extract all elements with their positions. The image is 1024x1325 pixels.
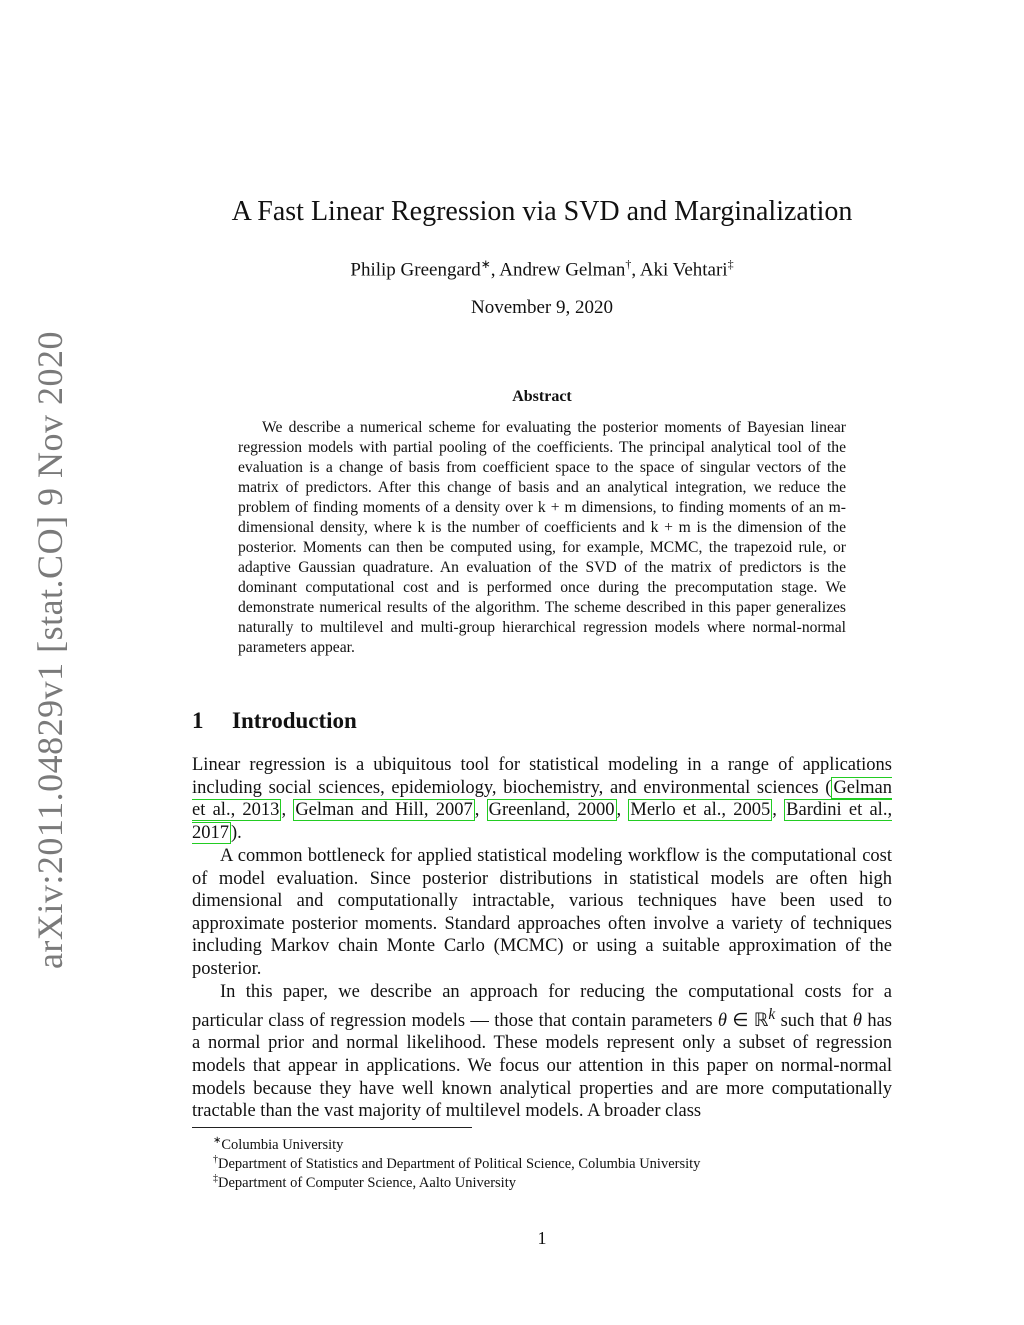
separator: , [772, 800, 785, 821]
footnote-text: Department of Statistics and Department of Political Science, Columbia University [218, 1155, 701, 1172]
section-heading [192, 708, 357, 734]
math-theta: θ [717, 1010, 727, 1031]
author-list: Philip Greengard∗, Andrew Gelman†, Aki Vehtari‡ [350, 257, 734, 281]
paragraph-text: has a normal prior and normal likelihood. These models represent only a subset of regression models that appear in applications. We focus our attention in this paper on normal-normal models because they have well known analytical properties and are more computationally tractable than the vast majority of multilevel models. A broader class [192, 1010, 892, 1122]
abstract-heading: Abstract [512, 388, 572, 405]
footnote-mark: † [213, 1154, 218, 1165]
citation-link[interactable]: Bardini et al., 2017 [192, 800, 893, 843]
citation-link[interactable]: Gelman et al., 2013 [192, 777, 892, 821]
section-title: Introduction [232, 708, 357, 733]
paragraph-text: such that [775, 1010, 853, 1031]
citation-link[interactable]: Greenland, 2000 [488, 800, 615, 821]
arxiv-sidebar [30, 330, 70, 970]
author-mark: † [625, 257, 632, 271]
footnote-mark: ‡ [213, 1173, 218, 1184]
author-name: Aki Vehtari [639, 259, 728, 281]
separator: , [474, 800, 487, 821]
math-k: k [768, 1005, 776, 1023]
separator: , [281, 800, 294, 821]
math-in-reals: ∈ ℝ [726, 1010, 769, 1031]
separator: , [616, 800, 629, 821]
paper-title: A Fast Linear Regression via SVD and Marginalization [231, 196, 853, 227]
arxiv-identifier: arXiv:2011.04829v1 [stat.CO] 9 Nov 2020 [30, 330, 70, 970]
footnote [213, 1169, 516, 1193]
paragraph-2: A common bottleneck for applied statistical modeling workflow is the computational cost of model evaluation. Since posterior distributions in statistical models are often high dimensional and computationally intractable, various techniques have been used to approximate posterior moments. Standard approaches often involve a variety of techniques including Markov chain Monte Carlo (MCMC) or using a suitable approximation of the posterior. [192, 846, 892, 979]
footnote-rule [192, 1127, 472, 1128]
paragraph-1 [192, 754, 892, 844]
section-number: 1 [192, 708, 204, 733]
author-name: Andrew Gelman [499, 259, 626, 281]
footnote-text: Columbia University [221, 1136, 344, 1153]
author-mark: ‡ [727, 257, 734, 271]
footnote-text: Department of Computer Science, Aalto University [218, 1174, 516, 1191]
citation-link[interactable]: Gelman and Hill, 2007 [295, 800, 473, 821]
paragraph-text: ). [231, 822, 242, 843]
paper-date: November 9, 2020 [471, 297, 613, 318]
author-name: Philip Greengard [350, 259, 481, 281]
math-theta: θ [852, 1010, 862, 1031]
page-number: 1 [537, 1228, 547, 1248]
abstract-text: We describe a numerical scheme for evaluating the posterior moments of Bayesian linear regression models with partial pooling of the coefficients. The principal analytical tool of the evaluation is a change of basis from coefficient space to the space of singular vectors of the matrix of predictors. After this change of basis and an analytical integration, we reduce the problem of finding moments of a density over k + m dimensions, to finding moments of an m-dimensional density, where k is the number of coefficients and k + m is the dimension of the posterior. Moments can then be computed using, for example, MCMC, the trapezoid rule, or adaptive Gaussian quadrature. An evaluation of the SVD of the matrix of predictors is the dominant computational cost and is performed once during the precomputation stage. We demonstrate numerical results of the algorithm. The scheme described in this paper generalizes naturally to multilevel and multi-group hierarchical regression models where normal-normal parameters appear. [238, 419, 846, 656]
author-mark: ∗ [480, 257, 491, 271]
citation-link[interactable]: Merlo et al., 2005 [630, 800, 771, 821]
paragraph-3 [192, 981, 892, 1123]
paragraph-text: In this paper, we describe an approach for reducing the computational costs for a particular class of regression models — those that contain parameters [192, 982, 892, 1031]
footnote-mark: ∗ [213, 1135, 222, 1146]
paragraph-text: Linear regression is a ubiquitous tool for statistical modeling in a range of applications including social sciences, epidemiology, biochemistry, and environmental sciences ( [192, 755, 892, 798]
